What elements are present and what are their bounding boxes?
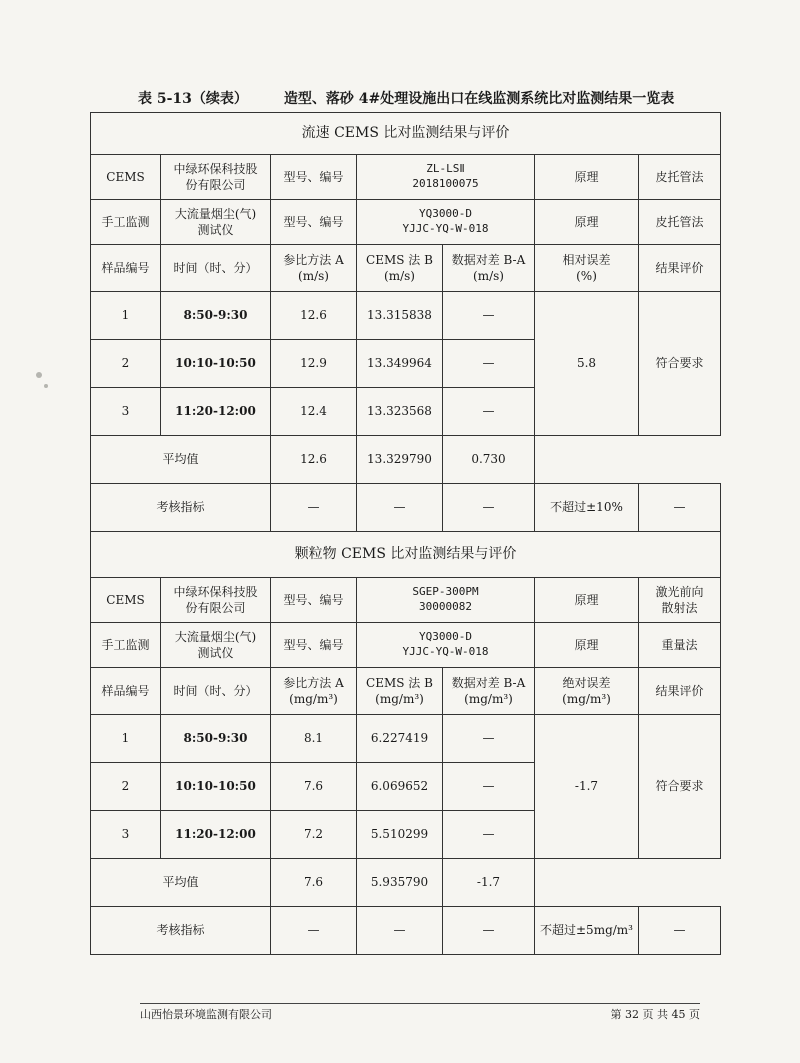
difference-value: — — [443, 292, 535, 340]
cems-principle: 皮托管法 — [639, 155, 721, 200]
col-cems: CEMS 法 B (mg/m³) — [357, 668, 443, 715]
table-row — [91, 292, 721, 340]
col-evaluation: 结果评价 — [639, 245, 721, 292]
reference-value: 7.6 — [271, 763, 357, 811]
col-time: 时间（时、分） — [161, 668, 271, 715]
cems-value: 13.315838 — [357, 292, 443, 340]
flow-column-header — [91, 245, 721, 292]
col-difference: 数据对差 B-A (mg/m³) — [443, 668, 535, 715]
col-sample: 样品编号 — [91, 668, 161, 715]
table-row — [91, 715, 721, 763]
index-difference: — — [443, 907, 535, 955]
reference-value: 12.6 — [271, 292, 357, 340]
table-caption — [138, 88, 674, 108]
sample-time: 8:50-9:30 — [161, 292, 271, 340]
average-label: 平均值 — [91, 859, 271, 907]
comparison-table — [90, 112, 721, 955]
col-sample: 样品编号 — [91, 245, 161, 292]
reference-value: 12.9 — [271, 340, 357, 388]
cems-value: 13.349964 — [357, 340, 443, 388]
index-cems: — — [357, 484, 443, 532]
cems-value: 6.069652 — [357, 763, 443, 811]
particle-column-header — [91, 668, 721, 715]
cems-principle: 激光前向 散射法 — [639, 578, 721, 623]
index-label: 考核指标 — [91, 907, 271, 955]
index-difference: — — [443, 484, 535, 532]
reference-value: 8.1 — [271, 715, 357, 763]
sample-no: 2 — [91, 763, 161, 811]
sample-time: 10:10-10:50 — [161, 763, 271, 811]
sample-no: 3 — [91, 811, 161, 859]
col-cems: CEMS 法 B (m/s) — [357, 245, 443, 292]
index-reference: — — [271, 907, 357, 955]
particle-manual-row — [91, 623, 721, 668]
index-row — [91, 907, 721, 955]
index-error: 不超过±10% — [535, 484, 639, 532]
particle-cems-row — [91, 578, 721, 623]
manual-principle: 重量法 — [639, 623, 721, 668]
flow-cems-row — [91, 155, 721, 200]
cems-value: 13.323568 — [357, 388, 443, 436]
col-reference: 参比方法 A (mg/m³) — [271, 668, 357, 715]
average-row — [91, 859, 721, 907]
col-difference: 数据对差 B-A (m/s) — [443, 245, 535, 292]
index-row — [91, 484, 721, 532]
average-difference: 0.730 — [443, 436, 535, 484]
flow-manual-row — [91, 200, 721, 245]
reference-value: 7.2 — [271, 811, 357, 859]
model-label: 型号、编号 — [271, 623, 357, 668]
page-footer — [140, 1003, 700, 1022]
average-row — [91, 436, 721, 484]
col-error: 绝对误差 (mg/m³) — [535, 668, 639, 715]
index-error: 不超过±5mg/m³ — [535, 907, 639, 955]
footer-page-number: 第 32 页 共 45 页 — [610, 1008, 700, 1021]
cems-value: 6.227419 — [357, 715, 443, 763]
model-label: 型号、编号 — [271, 578, 357, 623]
principle-label: 原理 — [535, 623, 639, 668]
index-evaluation: — — [639, 907, 721, 955]
sample-no: 1 — [91, 292, 161, 340]
cems-model: SGEP-300PM 30000082 — [357, 578, 535, 623]
col-error: 相对误差 (%) — [535, 245, 639, 292]
manual-device: 大流量烟尘(气) 测试仪 — [161, 623, 271, 668]
cems-value: 5.510299 — [357, 811, 443, 859]
particle-section-header — [91, 532, 721, 578]
model-label: 型号、编号 — [271, 200, 357, 245]
principle-label: 原理 — [535, 155, 639, 200]
particle-section-title: 颗粒物 CEMS 比对监测结果与评价 — [91, 532, 721, 578]
col-reference: 参比方法 A (m/s) — [271, 245, 357, 292]
sample-time: 11:20-12:00 — [161, 811, 271, 859]
flow-section-title: 流速 CEMS 比对监测结果与评价 — [91, 113, 721, 155]
flow-section-header — [91, 113, 721, 155]
sample-time: 10:10-10:50 — [161, 340, 271, 388]
difference-value: — — [443, 388, 535, 436]
evaluation-value: 符合要求 — [639, 292, 721, 436]
sample-no: 3 — [91, 388, 161, 436]
scan-speck — [44, 384, 48, 388]
table-title: 造型、落砂 4#处理设施出口在线监测系统比对监测结果一览表 — [283, 91, 675, 107]
footer-company: 山西怡景环境监测有限公司 — [140, 1008, 272, 1021]
cems-label: CEMS — [91, 155, 161, 200]
index-cems: — — [357, 907, 443, 955]
difference-value: — — [443, 340, 535, 388]
cems-maker: 中绿环保科技股 份有限公司 — [161, 155, 271, 200]
principle-label: 原理 — [535, 578, 639, 623]
index-reference: — — [271, 484, 357, 532]
manual-principle: 皮托管法 — [639, 200, 721, 245]
sample-no: 1 — [91, 715, 161, 763]
difference-value: — — [443, 763, 535, 811]
difference-value: — — [443, 715, 535, 763]
average-difference: -1.7 — [443, 859, 535, 907]
sample-time: 8:50-9:30 — [161, 715, 271, 763]
cems-model: ZL-LSⅡ 2018100075 — [357, 155, 535, 200]
index-label: 考核指标 — [91, 484, 271, 532]
reference-value: 12.4 — [271, 388, 357, 436]
col-time: 时间（时、分） — [161, 245, 271, 292]
evaluation-value: 符合要求 — [639, 715, 721, 859]
error-value: -1.7 — [535, 715, 639, 859]
model-label: 型号、编号 — [271, 155, 357, 200]
manual-label: 手工监测 — [91, 200, 161, 245]
average-label: 平均值 — [91, 436, 271, 484]
average-reference: 7.6 — [271, 859, 357, 907]
manual-model: YQ3000-D YJJC-YQ-W-018 — [357, 623, 535, 668]
col-evaluation: 结果评价 — [639, 668, 721, 715]
manual-device: 大流量烟尘(气) 测试仪 — [161, 200, 271, 245]
manual-label: 手工监测 — [91, 623, 161, 668]
difference-value: — — [443, 811, 535, 859]
manual-model: YQ3000-D YJJC-YQ-W-018 — [357, 200, 535, 245]
average-reference: 12.6 — [271, 436, 357, 484]
cems-maker: 中绿环保科技股 份有限公司 — [161, 578, 271, 623]
principle-label: 原理 — [535, 200, 639, 245]
error-value: 5.8 — [535, 292, 639, 436]
scan-speck — [36, 372, 42, 378]
average-cems: 13.329790 — [357, 436, 443, 484]
table-number: 表 5-13（续表） — [138, 91, 248, 107]
average-cems: 5.935790 — [357, 859, 443, 907]
cems-label: CEMS — [91, 578, 161, 623]
index-evaluation: — — [639, 484, 721, 532]
sample-no: 2 — [91, 340, 161, 388]
sample-time: 11:20-12:00 — [161, 388, 271, 436]
